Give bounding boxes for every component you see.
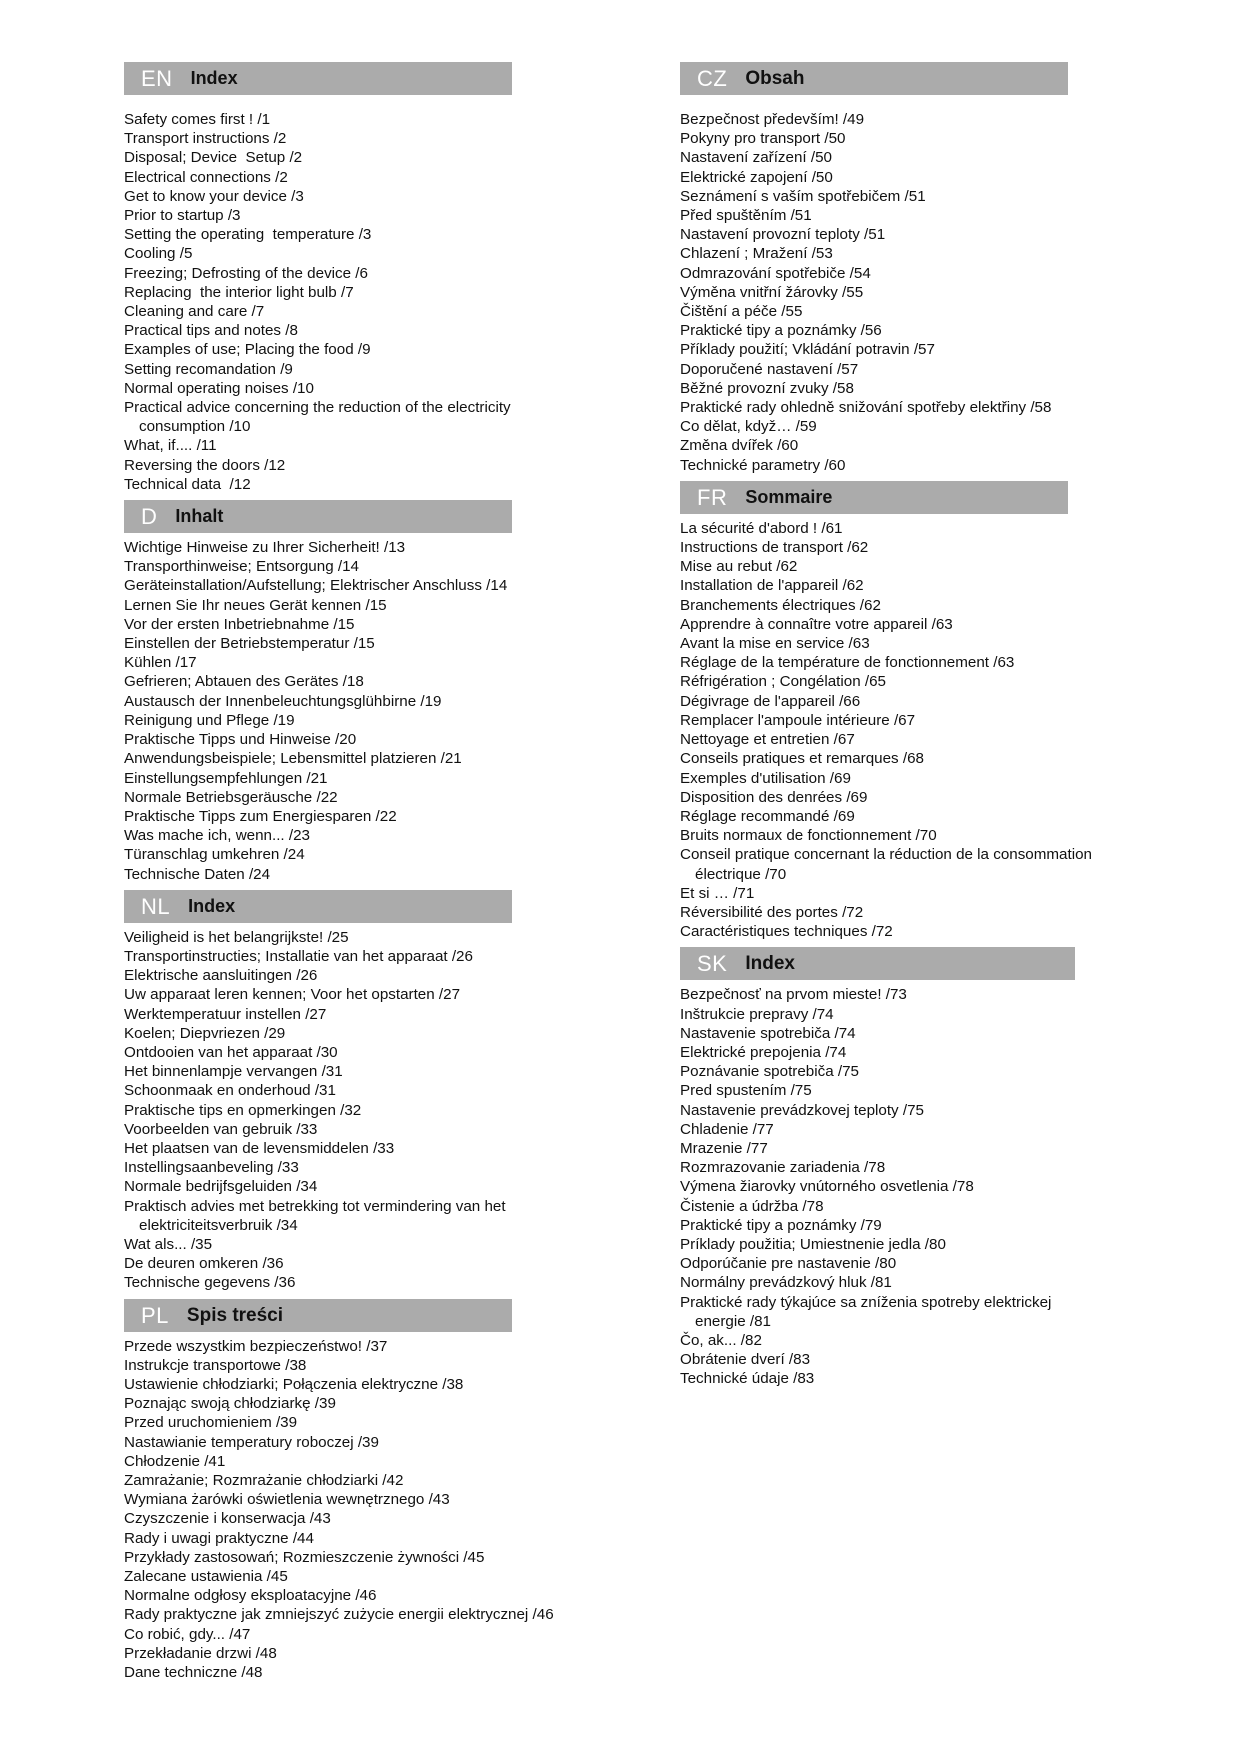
language-code: CZ <box>697 66 728 91</box>
left-column <box>124 62 624 1688</box>
section-header-en <box>124 62 512 95</box>
toc-entry: Doporučené nastavení /57 <box>680 360 859 378</box>
toc-entry: Elektrické prepojenia /74 <box>680 1043 847 1061</box>
toc-entry: Chlazení ; Mražení /53 <box>680 245 833 263</box>
toc-entry: Disposition des denrées /69 <box>680 788 868 806</box>
toc-entry: Praktické rady týkajúce sa zníženia spotreby elektrickej <box>680 1293 1052 1311</box>
toc-entry: Cooling /5 <box>124 245 193 263</box>
toc-entry: Chladenie /77 <box>680 1120 774 1138</box>
toc-entry: Transport instructions /2 <box>124 130 287 148</box>
section-title: Inhalt <box>175 506 224 527</box>
section-title: Index <box>188 895 236 916</box>
toc-entry: Normale Betriebsgeräusche /22 <box>124 788 338 806</box>
toc-entry: Rady i uwagi praktyczne /44 <box>124 1529 314 1547</box>
language-code: EN <box>141 66 173 91</box>
section-fr <box>680 481 1200 941</box>
toc-entry: Ustawienie chłodziarki; Połączenia elektryczne /38 <box>124 1375 464 1393</box>
toc-entry: Réfrigération ; Congélation /65 <box>680 673 887 691</box>
section-header-fr <box>680 481 1068 514</box>
toc-entry: Nettoyage et entretien /67 <box>680 731 855 749</box>
toc-entry: Nastawianie temperatury roboczej /39 <box>124 1433 379 1451</box>
toc-list-pl <box>124 1337 624 1683</box>
toc-entry: Technische gegevens /36 <box>124 1274 296 1292</box>
toc-entry: Conseils pratiques et remarques /68 <box>680 750 924 768</box>
section-nl <box>124 890 624 1293</box>
toc-entry: Cleaning and care /7 <box>124 303 265 321</box>
section-header-pl <box>124 1299 512 1332</box>
section-header-cz <box>680 62 1068 95</box>
toc-entry: Praktické tipy a poznámky /79 <box>680 1216 882 1234</box>
toc-entry: Instellingsaanbeveling /33 <box>124 1159 299 1177</box>
toc-entry: Branchements électriques /62 <box>680 596 881 614</box>
toc-entry: Reversing the doors /12 <box>124 456 286 474</box>
toc-entry: Schoonmaak en onderhoud /31 <box>124 1082 336 1100</box>
toc-entry: Praktische tips en opmerkingen /32 <box>124 1101 362 1119</box>
toc-entry: What, if.... /11 <box>124 437 217 455</box>
toc-entry: Výmena žiarovky vnútorného osvetlenia /78 <box>680 1178 974 1196</box>
toc-entry: Uw apparaat leren kennen; Voor het opstarten /27 <box>124 986 461 1004</box>
toc-entry: Elektrische aansluitingen /26 <box>124 967 318 985</box>
section-cz <box>680 62 1200 475</box>
toc-list-nl <box>124 928 624 1293</box>
toc-entry: Změna dvířek /60 <box>680 437 799 455</box>
toc-entry: Co robić, gdy... /47 <box>124 1625 251 1643</box>
toc-entry: Inštrukcie prepravy /74 <box>680 1005 834 1023</box>
toc-entry: Nastavenie spotrebiča /74 <box>680 1024 856 1042</box>
toc-entry: Ontdooien van het apparaat /30 <box>124 1043 338 1061</box>
toc-entry: Koelen; Diepvriezen /29 <box>124 1024 286 1042</box>
toc-entry: Setting recomandation /9 <box>124 360 293 378</box>
toc-entry: Príklady použitia; Umiestnenie jedla /80 <box>680 1235 946 1253</box>
toc-entry: Prior to startup /3 <box>124 207 241 225</box>
toc-entry: Reinigung und Pflege /19 <box>124 711 295 729</box>
toc-entry: Chłodzenie /41 <box>124 1452 226 1470</box>
toc-entry: Examples of use; Placing the food /9 <box>124 341 371 359</box>
toc-entry: Voorbeelden van gebruik /33 <box>124 1120 318 1138</box>
section-header-d <box>124 500 512 533</box>
toc-entry: Technical data /12 <box>124 475 251 493</box>
toc-entry: Normálny prevádzkový hluk /81 <box>680 1274 892 1292</box>
toc-entry: Czyszczenie i konserwacja /43 <box>124 1510 331 1528</box>
toc-list-fr <box>680 519 1200 941</box>
toc-entry: Disposal; Device Setup /2 <box>124 149 303 167</box>
toc-entry: Przed uruchomieniem /39 <box>124 1414 298 1432</box>
toc-entry: Réglage recommandé /69 <box>680 807 855 825</box>
toc-entry: Seznámení s vaším spotřebičem /51 <box>680 187 926 205</box>
toc-entry: Zamrażanie; Rozmrażanie chłodziarki /42 <box>124 1472 404 1489</box>
toc-entry: Čištění a péče /55 <box>680 303 803 321</box>
section-title: Sommaire <box>745 486 833 507</box>
toc-entry: Was mache ich, wenn... /23 <box>124 827 310 845</box>
toc-entry: Poznając swoją chłodziarkę /39 <box>124 1395 336 1413</box>
toc-entry: Het binnenlampje vervangen /31 <box>124 1063 343 1081</box>
toc-entry: Einstellungsempfehlungen /21 <box>124 769 328 787</box>
toc-entry: La sécurité d'abord ! /61 <box>680 519 843 537</box>
toc-entry: Nastavení provozní teploty /51 <box>680 226 886 244</box>
toc-entry: Avant la mise en service /63 <box>680 635 870 653</box>
toc-entry: Het plaatsen van de levensmiddelen /33 <box>124 1139 395 1157</box>
section-pl <box>124 1299 624 1683</box>
toc-entry: Remplacer l'ampoule intérieure /67 <box>680 711 916 729</box>
toc-entry: Praktické rady ohledně snižování spotřeby elektřiny /58 <box>680 399 1052 417</box>
toc-entry: De deuren omkeren /36 <box>124 1255 284 1273</box>
toc-entry: Türanschlag umkehren /24 <box>124 846 305 864</box>
toc-entry: Elektrické zapojení /50 <box>680 168 833 186</box>
toc-entry: Dégivrage de l'appareil /66 <box>680 692 861 710</box>
language-code: NL <box>141 893 171 919</box>
toc-entry: Austausch der Innenbeleuchtungsglühbirne /19 <box>124 692 442 710</box>
toc-entry: Čistenie a údržba /78 <box>680 1197 824 1215</box>
toc-entry: Co dělat, když… /59 <box>680 418 817 436</box>
toc-entry: Před spuštěním /51 <box>680 207 812 225</box>
toc-entry: Dane techniczne /48 <box>124 1664 263 1682</box>
toc-entry: energie /81 <box>695 1312 771 1330</box>
toc-entry: Kühlen /17 <box>124 654 197 672</box>
toc-entry: Vor der ersten Inbetriebnahme /15 <box>124 615 355 633</box>
toc-list-cz <box>680 110 1200 475</box>
toc-entry: Rady praktyczne jak zmniejszyć zużycie energii elektrycznej /46 <box>124 1606 554 1624</box>
toc-entry: Practical tips and notes /8 <box>124 322 298 340</box>
toc-entry: Freezing; Defrosting of the device /6 <box>124 264 368 282</box>
toc-entry: Anwendungsbeispiele; Lebensmittel platzieren /21 <box>124 750 462 768</box>
right-column <box>680 62 1200 1395</box>
toc-entry: Réglage de la température de fonctionnement /63 <box>680 654 1015 672</box>
toc-entry: Réversibilité des portes /72 <box>680 903 864 921</box>
toc-entry: Běžné provozní zvuky /58 <box>680 379 854 397</box>
toc-entry: Instrukcje transportowe /38 <box>124 1356 307 1374</box>
toc-entry: Technische Daten /24 <box>124 865 271 883</box>
toc-entry: Et si … /71 <box>680 884 755 902</box>
toc-entry: Electrical connections /2 <box>124 168 288 186</box>
toc-entry: Veiligheid is het belangrijkste! /25 <box>124 928 349 946</box>
toc-entry: Mrazenie /77 <box>680 1139 768 1157</box>
toc-entry: Werktemperatuur instellen /27 <box>124 1005 327 1023</box>
toc-entry: Normale bedrijfsgeluiden /34 <box>124 1178 318 1196</box>
language-code: SK <box>697 951 728 977</box>
toc-entry: Pokyny pro transport /50 <box>680 130 846 148</box>
toc-entry: Get to know your device /3 <box>124 187 304 205</box>
toc-entry: Normal operating noises /10 <box>124 379 314 397</box>
toc-list-sk <box>680 985 1200 1388</box>
section-d <box>124 500 624 884</box>
toc-entry: Pred spustením /75 <box>680 1082 812 1100</box>
toc-entry: Odporúčanie pre nastavenie /80 <box>680 1255 897 1273</box>
toc-entry: Praktische Tipps zum Energiesparen /22 <box>124 807 397 825</box>
toc-entry: Zalecane ustawienia /45 <box>124 1568 288 1586</box>
toc-entry: Practical advice concerning the reduction of the electricity <box>124 399 511 417</box>
toc-entry: Technické údaje /83 <box>680 1370 815 1388</box>
toc-entry: Nastavenie prevádzkovej teploty /75 <box>680 1101 924 1119</box>
toc-entry: Installation de l'appareil /62 <box>680 577 864 595</box>
toc-entry: Technické parametry /60 <box>680 456 846 474</box>
toc-entry: Praktické tipy a poznámky /56 <box>680 322 882 340</box>
toc-entry: Przede wszystkim bezpieczeństwo! /37 <box>124 1337 388 1355</box>
toc-entry: Normalne odgłosy eksploatacyjne /46 <box>124 1587 377 1605</box>
section-title: Index <box>190 68 238 88</box>
toc-entry: Replacing the interior light bulb /7 <box>124 283 354 301</box>
toc-entry: Setting the operating temperature /3 <box>124 226 372 244</box>
toc-entry: Bezpečnost především! /49 <box>680 111 865 128</box>
toc-entry: Praktisch advies met betrekking tot vermindering van het <box>124 1197 506 1215</box>
toc-entry: Caractéristiques techniques /72 <box>680 923 893 941</box>
toc-entry: Przekładanie drzwi /48 <box>124 1644 277 1662</box>
toc-list-en <box>124 110 624 494</box>
toc-list-d <box>124 538 624 884</box>
toc-entry: Gefrieren; Abtauen des Gerätes /18 <box>124 673 364 691</box>
toc-entry: Transportinstructies; Installatie van het apparaat /26 <box>124 947 473 965</box>
toc-entry: électrique /70 <box>695 865 787 883</box>
toc-entry: Geräteinstallation/Aufstellung; Elektrischer Anschluss /14 <box>124 577 508 595</box>
language-code: D <box>141 504 158 530</box>
section-header-nl <box>124 890 512 923</box>
section-title: Obsah <box>745 68 805 89</box>
toc-entry: Obrátenie dverí /83 <box>680 1351 811 1369</box>
toc-entry: Poznávanie spotrebiča /75 <box>680 1063 859 1081</box>
toc-entry: Bruits normaux de fonctionnement /70 <box>680 827 937 845</box>
toc-entry: Wat als... /35 <box>124 1235 213 1253</box>
toc-entry: Praktische Tipps und Hinweise /20 <box>124 731 357 749</box>
toc-entry: Nastavení zařízení /50 <box>680 149 832 167</box>
toc-entry: Einstellen der Betriebstemperatur /15 <box>124 635 375 653</box>
toc-entry: Transporthinweise; Entsorgung /14 <box>124 558 359 576</box>
toc-entry: Safety comes first ! /1 <box>124 111 271 128</box>
toc-entry: elektriciteitsverbruik /34 <box>139 1216 298 1234</box>
toc-entry: Čo, ak... /82 <box>680 1331 762 1349</box>
section-sk <box>680 947 1200 1388</box>
toc-entry: Rozmrazovanie zariadenia /78 <box>680 1159 886 1177</box>
toc-entry: Mise au rebut /62 <box>680 558 798 576</box>
toc-entry: Przykłady zastosowań; Rozmieszczenie żywności /45 <box>124 1548 485 1566</box>
toc-entry: consumption /10 <box>139 418 251 436</box>
toc-entry: Výměna vnitřní žárovky /55 <box>680 283 864 301</box>
toc-entry: Odmrazování spotřebiče /54 <box>680 264 871 282</box>
toc-entry: Wymiana żarówki oświetlenia wewnętrznego /43 <box>124 1491 450 1509</box>
section-en <box>124 62 624 494</box>
toc-entry: Exemples d'utilisation /69 <box>680 769 851 787</box>
toc-entry: Bezpečnosť na prvom mieste! /73 <box>680 986 907 1004</box>
toc-entry: Příklady použití; Vkládání potravin /57 <box>680 341 935 359</box>
section-title: Spis treści <box>186 1304 284 1326</box>
language-code: FR <box>697 484 728 510</box>
toc-entry: Conseil pratique concernant la réduction de la consommation <box>680 846 1092 864</box>
section-title: Index <box>745 953 795 975</box>
toc-entry: Wichtige Hinweise zu Ihrer Sicherheit! /13 <box>124 539 406 557</box>
section-header-sk <box>680 947 1075 980</box>
toc-entry: Instructions de transport /62 <box>680 539 869 557</box>
toc-entry: Apprendre à connaître votre appareil /63 <box>680 615 953 633</box>
language-code: PL <box>141 1302 169 1328</box>
toc-entry: Lernen Sie Ihr neues Gerät kennen /15 <box>124 596 387 614</box>
